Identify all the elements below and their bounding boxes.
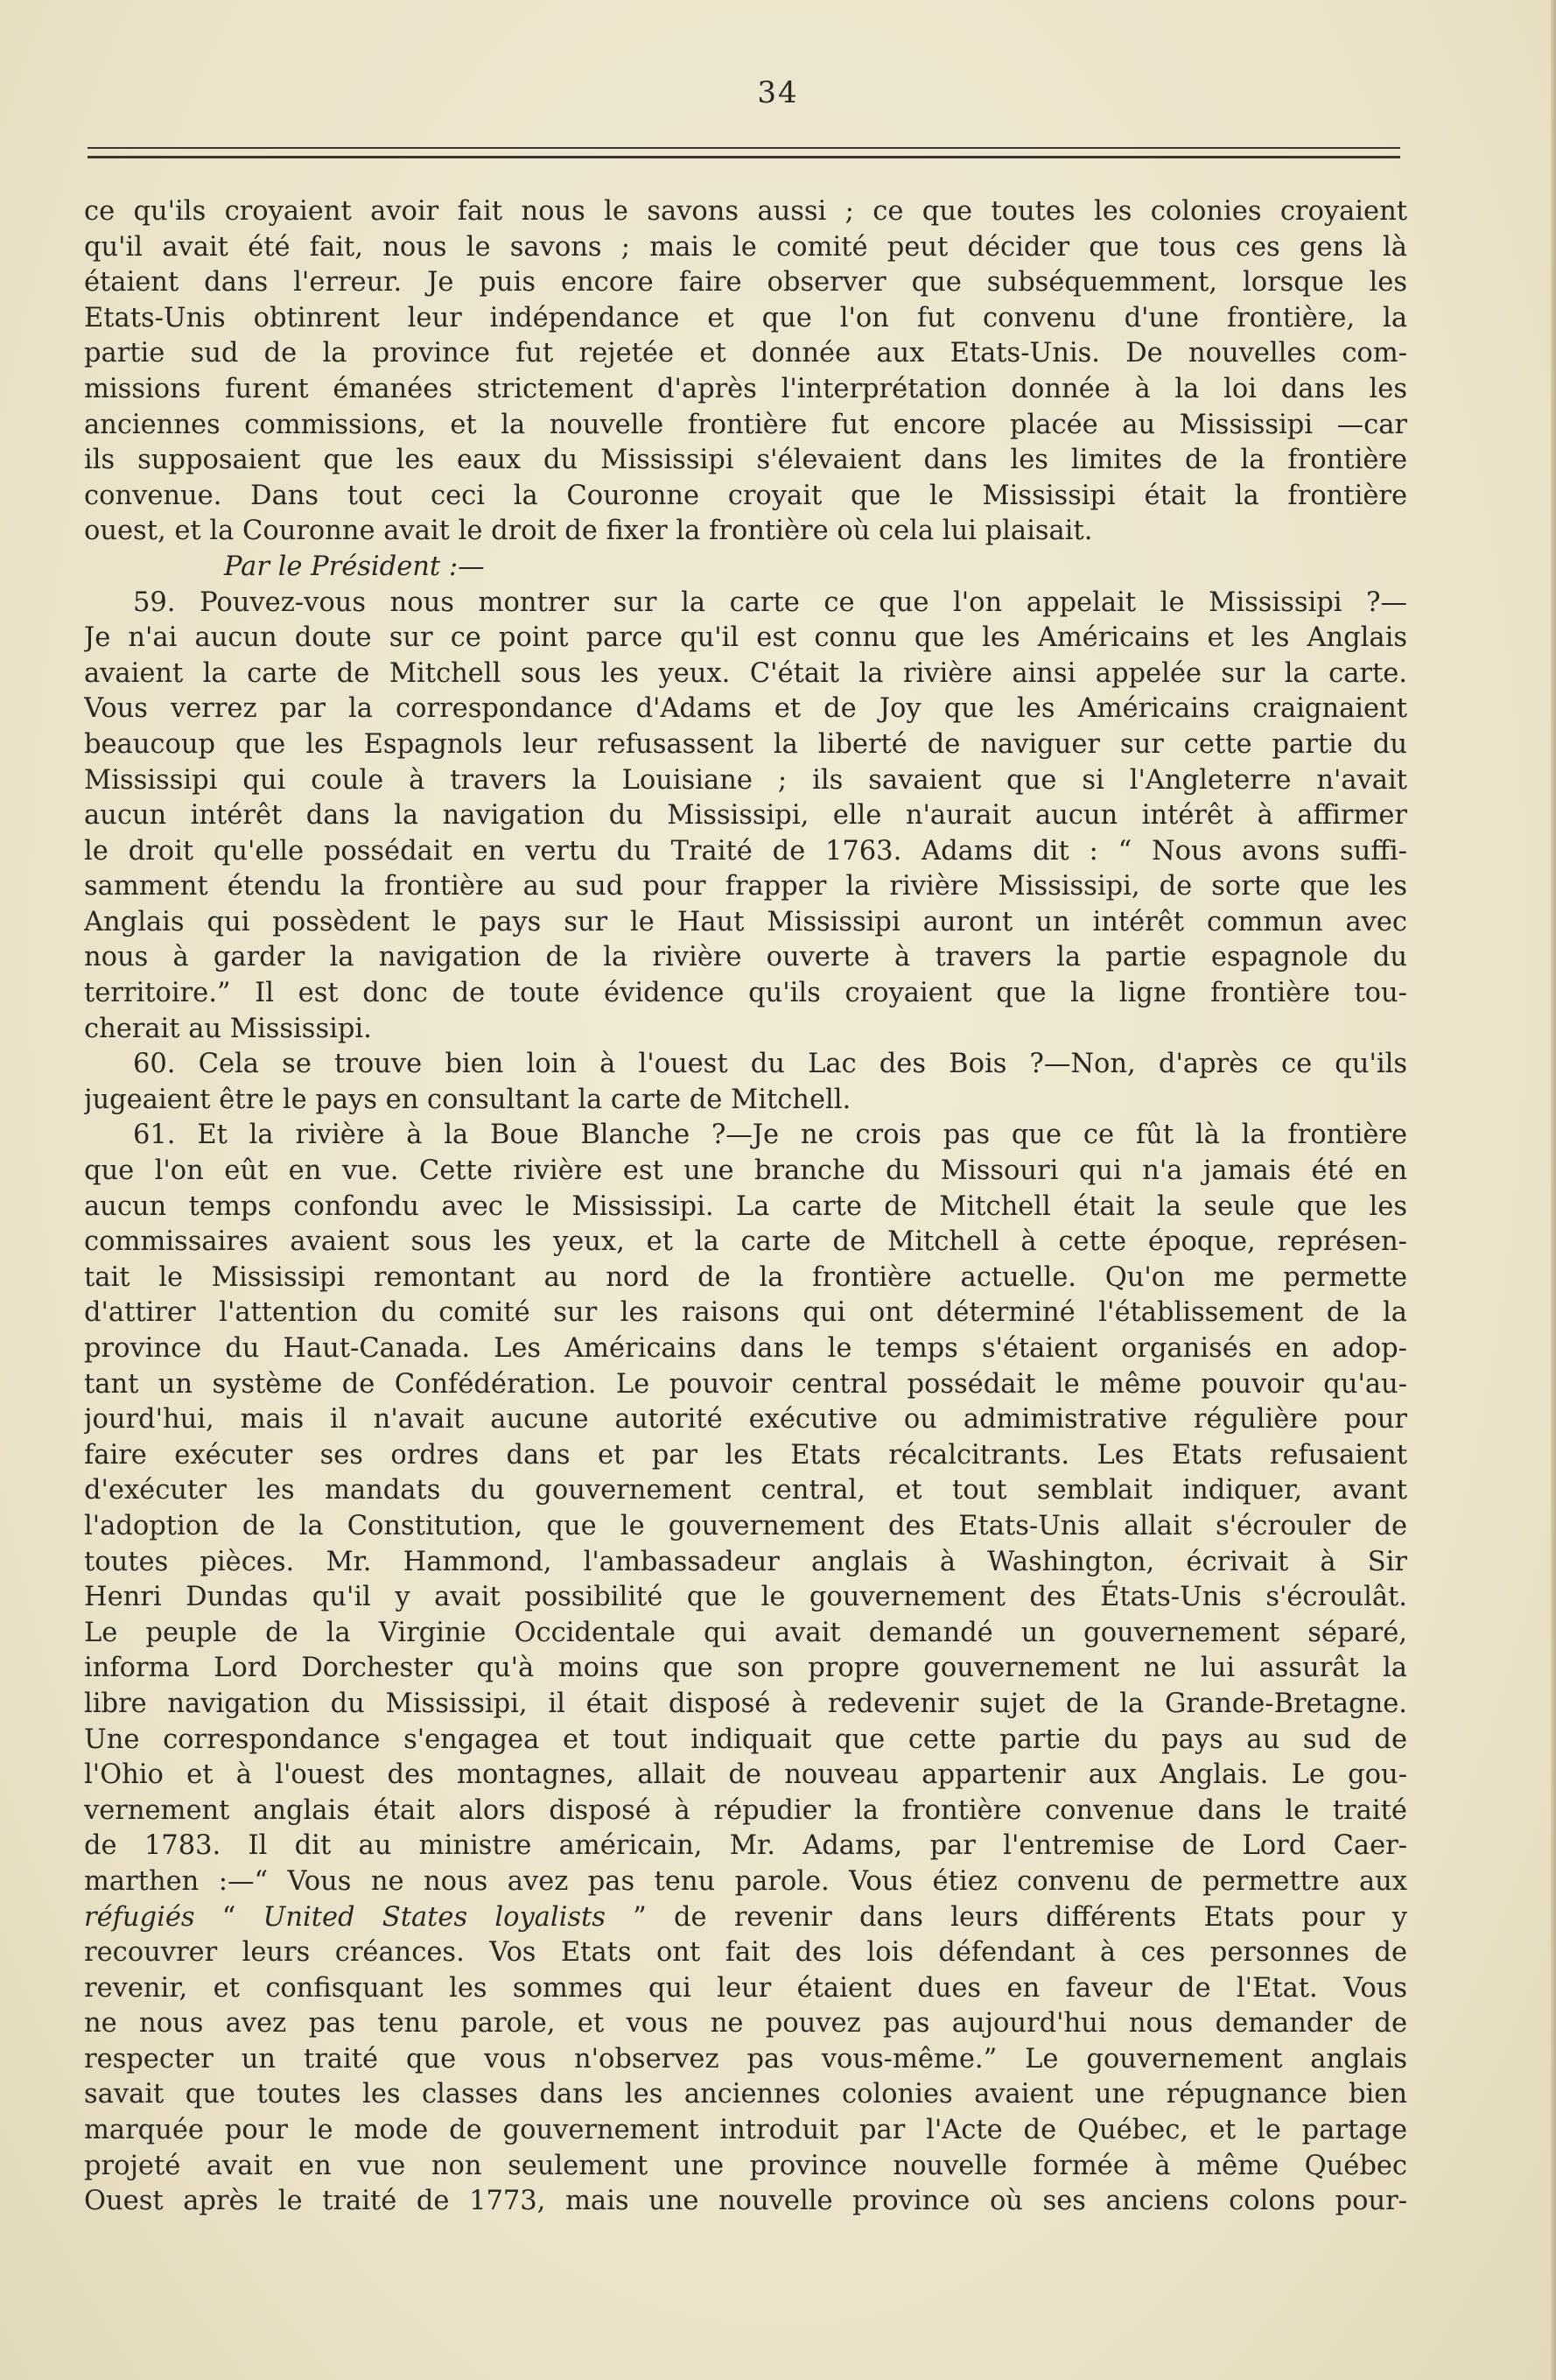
text-line: Mississipi qui coule à travers la Louisiane ; ils savaient que si l'Angleterre n'avait <box>84 764 1407 796</box>
text-line: qu'il avait été fait, nous le savons ; mais le comité peut décider que tous ces gens là <box>84 231 1407 263</box>
text-line: Vous verrez par la correspondance d'Adams et de Joy que les Américains craignaient <box>84 693 1407 725</box>
text-line: l'Ohio et à l'ouest des montagnes, allait de nouveau appartenir aux Anglais. Le gou- <box>84 1759 1407 1791</box>
text-line: toutes pièces. Mr. Hammond, l'ambassadeur anglais à Washington, écrivait à Sir <box>84 1546 1407 1577</box>
text-line: avaient la carte de Mitchell sous les yeux. C'était la rivière ainsi appelée sur la carte. <box>84 657 1407 689</box>
text-line: Anglais qui possèdent le pays sur le Haut Mississipi auront un intérêt commun avec <box>84 906 1407 937</box>
text-line: tant un système de Confédération. Le pouvoir central possédait le même pouvoir qu'au- <box>84 1368 1407 1400</box>
text-line: jugeaient être le pays en consultant la carte de Mitchell. <box>84 1084 852 1115</box>
text-line: aucun temps confondu avec le Mississipi. La carte de Mitchell était la seule que les <box>84 1190 1407 1222</box>
text-line: aucun intérêt dans la navigation du Mississipi, elle n'aurait aucun intérêt à affirmer <box>84 800 1407 832</box>
text-line: l'adoption de la Constitution, que le gouvernement des Etats-Unis allait s'écrouler de <box>84 1510 1407 1541</box>
text-line: province du Haut-Canada. Les Américains dans le temps s'étaient organisés en adop- <box>84 1333 1407 1364</box>
text-line: étaient dans l'erreur. Je puis encore faire observer que subséquemment, lorsque les <box>84 267 1407 298</box>
text-line: Etats-Unis obtinrent leur indépendance et que l'on fut convenu d'une frontière, la <box>84 302 1407 333</box>
text-line: marthen :—“ Vous ne nous avez pas tenu parole. Vous étiez convenu de permettre aux <box>84 1865 1407 1897</box>
header-rule-top <box>88 147 1400 149</box>
text-line: faire exécuter ses ordres dans et par les Etats récalcitrants. Les Etats refusaient <box>84 1439 1407 1471</box>
page-edge <box>1551 0 1556 2380</box>
text-line: ce qu'ils croyaient avoir fait nous le savons aussi ; ce que toutes les colonies croyaient <box>84 196 1407 227</box>
text-line: recouvrer leurs créances. Vos Etats ont fait des lois défendant à ces personnes de <box>84 1937 1407 1969</box>
text-line: 59. Pouvez-vous nous montrer sur la carte ce que l'on appelait le Mississipi ?— <box>133 586 1407 618</box>
text-line: Je n'ai aucun doute sur ce point parce qu'il est connu que les Américains et les Anglais <box>84 622 1407 654</box>
text-line: cherait au Mississipi. <box>84 1013 372 1044</box>
text-line: que l'on eût en vue. Cette rivière est une branche du Missouri qui n'a jamais été en <box>84 1155 1407 1187</box>
header-rule-bottom <box>88 156 1400 158</box>
text-line: nous à garder la navigation de la rivière ouverte à travers la partie espagnole du <box>84 942 1407 973</box>
text-line: le droit qu'elle possédait en vertu du Traité de 1763. Adams dit : “ Nous avons suffi- <box>84 835 1407 867</box>
text-line: ouest, et la Couronne avait le droit de fixer la frontière où cela lui plaisait. <box>84 516 1093 547</box>
text-line: respecter un traité que vous n'observez pas vous-même.” Le gouvernement anglais <box>84 2043 1407 2075</box>
page-number: 34 <box>757 75 799 110</box>
text-line: missions furent émanées strictement d'après l'interprétation donnée à la loi dans les <box>84 373 1407 404</box>
section-heading: Par le Président :— <box>224 551 485 582</box>
text-line: jourd'hui, mais il n'avait aucune autorité exécutive ou admimistrative régulière pour <box>84 1404 1407 1436</box>
text-line: Ouest après le traité de 1773, mais une nouvelle province où ses anciens colons pour- <box>84 2186 1407 2217</box>
text-line: samment étendu la frontière au sud pour frapper la rivière Mississipi, de sorte que les <box>84 871 1407 902</box>
text-line: marquée pour le mode de gouvernement introduit par l'Acte de Québec, et le partage <box>84 2115 1407 2146</box>
text-line: d'exécuter les mandats du gouvernement central, et tout semblait indiquer, avant <box>84 1475 1407 1506</box>
text-line: Henri Dundas qu'il y avait possibilité que le gouvernement des États-Unis s'écroulât. <box>84 1582 1407 1613</box>
text-line: tait le Mississipi remontant au nord de la frontière actuelle. Qu'on me permette <box>84 1261 1407 1293</box>
text-line: savait que toutes les classes dans les anciennes colonies avaient une répugnance bien <box>84 2079 1407 2110</box>
text-line: partie sud de la province fut rejetée et donnée aux Etats-Unis. De nouvelles com- <box>84 338 1407 369</box>
text-line: beaucoup que les Espagnols leur refusassent la liberté de naviguer sur cette partie du <box>84 728 1407 760</box>
text-line: projeté avait en vue non seulement une province nouvelle formée à même Québec <box>84 2150 1407 2181</box>
text-line: vernement anglais était alors disposé à répudier la frontière convenue dans le traité <box>84 1794 1407 1826</box>
text-line: revenir, et confisquant les sommes qui leur étaient dues en faveur de l'Etat. Vous <box>84 1972 1407 2004</box>
text-line: d'attirer l'attention du comité sur les raisons qui ont déterminé l'établissement de la <box>84 1297 1407 1329</box>
text-line: anciennes commissions, et la nouvelle frontière fut encore placée au Mississipi —car <box>84 409 1407 440</box>
text-line: territoire.” Il est donc de toute évidence qu'ils croyaient que la ligne frontière tou- <box>84 978 1407 1009</box>
text-line: ils supposaient que les eaux du Mississipi s'élevaient dans les limites de la frontière <box>84 445 1407 476</box>
text-line: convenue. Dans tout ceci la Couronne croyait que le Mississipi était la frontière <box>84 480 1407 511</box>
text-line: libre navigation du Mississipi, il était disposé à redevenir sujet de la Grande-Bretagne. <box>84 1688 1407 1719</box>
text-line: Le peuple de la Virginie Occidentale qui avait demandé un gouvernement séparé, <box>84 1617 1407 1648</box>
text-line: 60. Cela se trouve bien loin à l'ouest du Lac des Bois ?—Non, d'après ce qu'ils <box>133 1049 1407 1080</box>
text-line: ne nous avez pas tenu parole, et vous ne pouvez pas aujourd'hui nous demander de <box>84 2008 1407 2039</box>
body-text <box>84 194 1407 2220</box>
text-line: de 1783. Il dit au ministre américain, Mr. Adams, par l'entremise de Lord Caer- <box>84 1830 1407 1862</box>
text-line: 61. Et la rivière à la Boue Blanche ?—Je ne crois pas que ce fût là la frontière <box>133 1120 1407 1151</box>
text-line: réfugiés “ United States loyalists ” de revenir dans leurs différents Etats pour y <box>84 1901 1407 1933</box>
text-line: Une correspondance s'engagea et tout indiquait que cette partie du pays au sud de <box>84 1724 1407 1755</box>
text-line: commissaires avaient sous les yeux, et la carte de Mitchell à cette époque, représen- <box>84 1226 1407 1258</box>
text-line: informa Lord Dorchester qu'à moins que son propre gouvernement ne lui assurât la <box>84 1653 1407 1684</box>
